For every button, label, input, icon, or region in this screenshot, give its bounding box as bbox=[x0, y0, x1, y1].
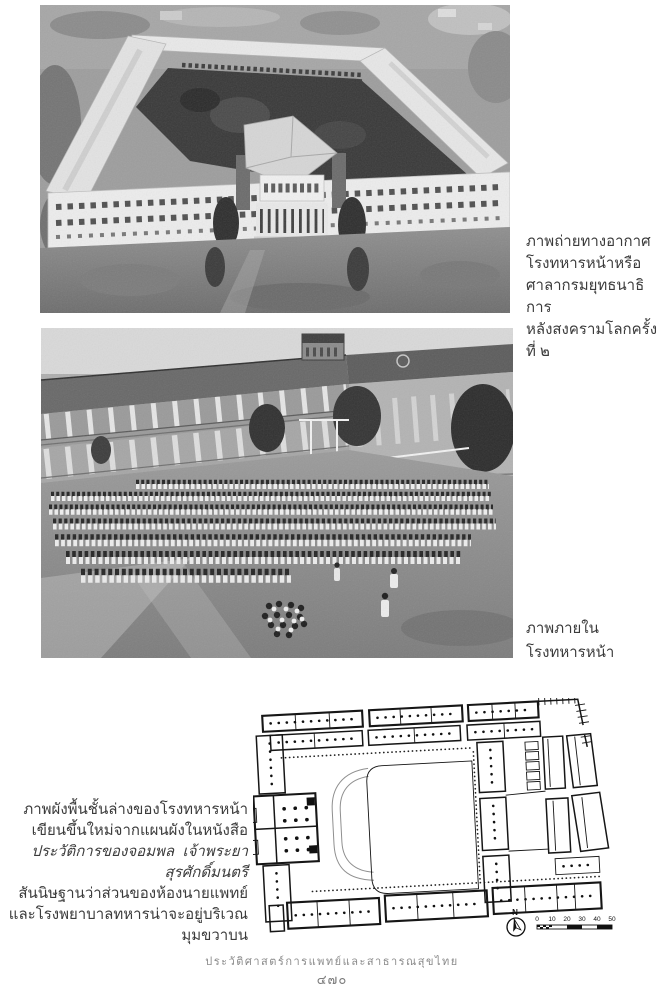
north-wing-rooms bbox=[262, 701, 540, 750]
scale-tick-label: 30 bbox=[578, 916, 586, 923]
caption-line: โรงทหารหน้าหรือ bbox=[526, 255, 642, 272]
compass-north-label: N bbox=[512, 908, 518, 917]
caption-line: หลังสงครามโลกครั้งที่ ๒ bbox=[526, 321, 658, 360]
entrance-pavilion bbox=[253, 793, 319, 864]
figure-interior-photo bbox=[41, 328, 513, 658]
floor-plan-drawing bbox=[253, 698, 612, 932]
scale-tick-label: 0 bbox=[535, 916, 539, 923]
caption-line: สันนิษฐานว่าส่วนของห้องนายแพทย์ bbox=[18, 885, 248, 902]
colonnade-columns bbox=[281, 742, 600, 893]
floor-plan-graphic bbox=[253, 698, 658, 946]
courtyard-outline bbox=[366, 761, 479, 894]
caption-line: และโรงพยาบาลทหารน่าจะอยู่บริเวณ bbox=[8, 906, 248, 923]
scale-tick-label: 50 bbox=[608, 916, 616, 923]
scale-tick-label: 10 bbox=[548, 916, 556, 923]
figure-floor-plan bbox=[253, 698, 658, 946]
caption-line: ภาพผังพื้นชั้นล่างของโรงทหารหน้า bbox=[23, 801, 248, 818]
south-wing-rooms bbox=[269, 882, 602, 931]
scale-tick-label: 20 bbox=[563, 916, 571, 923]
caption-line: ศาลากรมยุทธนาธิการ bbox=[526, 277, 645, 316]
aerial-photo-graphic bbox=[40, 5, 510, 313]
page-number: ๔๗๐ bbox=[316, 972, 348, 987]
scale-tick-label: 40 bbox=[593, 916, 601, 923]
caption-line: โรงทหารหน้า bbox=[526, 644, 615, 661]
annex-halls bbox=[503, 733, 610, 877]
scale-bar bbox=[535, 916, 616, 929]
caption-line: มุมขวาบน bbox=[181, 927, 248, 944]
caption-line-book-title: ประวัติการของจอมพล เจ้าพระยาสุรศักดิ์มนตรี bbox=[31, 843, 248, 881]
caption-interior-photo bbox=[526, 617, 661, 665]
interior-photo-graphic bbox=[41, 328, 513, 658]
caption-line: ภาพภายใน bbox=[526, 620, 599, 637]
caption-line: ภาพถ่ายทางอากาศ bbox=[526, 233, 651, 250]
stair-block bbox=[525, 741, 540, 790]
caption-aerial-photo bbox=[526, 231, 661, 363]
figure-aerial-photo bbox=[40, 5, 510, 313]
east-wing-rooms bbox=[477, 741, 511, 902]
caption-line: เขียนขึ้นใหม่จากแผนผังในหนังสือ bbox=[31, 822, 248, 839]
caption-floor-plan bbox=[8, 799, 248, 946]
footer-book-title: ประวัติศาสตร์การแพทย์และสาธารณสุขไทย bbox=[205, 956, 459, 968]
